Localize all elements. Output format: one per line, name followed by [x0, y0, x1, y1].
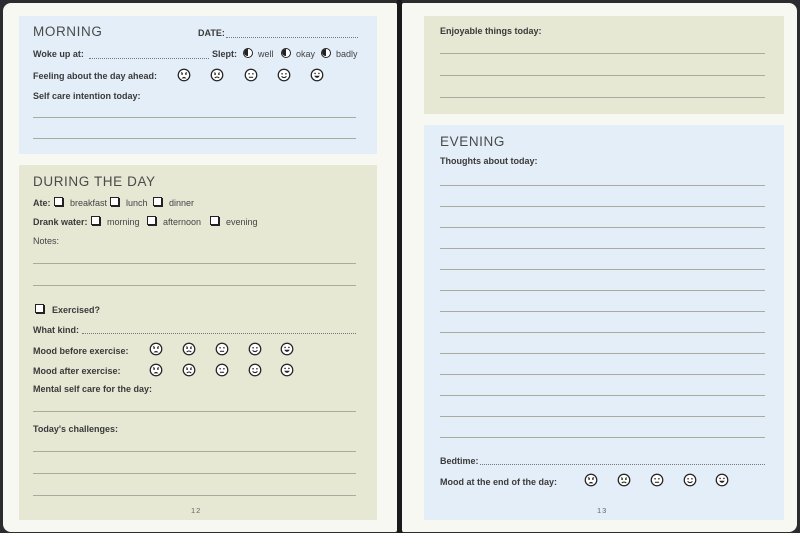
- bedtime-field[interactable]: [480, 464, 765, 465]
- water-morning-checkbox[interactable]: [91, 216, 100, 225]
- page-number: 13: [597, 506, 608, 515]
- writing-line[interactable]: [440, 374, 765, 375]
- writing-line[interactable]: [440, 269, 765, 270]
- what-kind-field[interactable]: [82, 333, 356, 334]
- lunch-checkbox[interactable]: [110, 197, 119, 206]
- very-sad-face-icon[interactable]: [177, 68, 191, 82]
- slept-badly-label: badly: [336, 49, 358, 59]
- neutral-face-icon[interactable]: [215, 363, 229, 377]
- water-afternoon-label: afternoon: [163, 217, 202, 227]
- writing-line[interactable]: [440, 311, 765, 312]
- writing-line[interactable]: [33, 263, 356, 264]
- slept-okay-radio[interactable]: [281, 48, 291, 58]
- during-day-panel: [19, 165, 377, 520]
- smile-face-icon[interactable]: [277, 68, 291, 82]
- challenges-label: Today's challenges:: [33, 424, 118, 434]
- neutral-face-icon[interactable]: [244, 68, 258, 82]
- date-label: DATE:: [198, 28, 225, 38]
- breakfast-label: breakfast: [70, 198, 108, 208]
- date-field[interactable]: [226, 37, 358, 38]
- slept-badly-radio[interactable]: [321, 48, 331, 58]
- writing-line[interactable]: [440, 53, 765, 54]
- writing-line[interactable]: [440, 75, 765, 76]
- mental-self-care-label: Mental self care for the day:: [33, 384, 153, 394]
- thoughts-label: Thoughts about today:: [440, 156, 538, 166]
- slept-well-label: well: [258, 49, 274, 59]
- notes-label: Notes:: [33, 236, 60, 246]
- during-day-heading: DURING THE DAY: [33, 174, 156, 189]
- smile-face-icon[interactable]: [248, 363, 262, 377]
- writing-line[interactable]: [440, 353, 765, 354]
- left-page: [3, 3, 397, 532]
- sad-face-icon[interactable]: [210, 68, 224, 82]
- bedtime-label: Bedtime:: [440, 456, 479, 466]
- right-page: [402, 3, 797, 532]
- writing-line[interactable]: [440, 332, 765, 333]
- enjoyable-label: Enjoyable things today:: [440, 26, 542, 36]
- slept-okay-label: okay: [296, 49, 316, 59]
- writing-line[interactable]: [440, 437, 765, 438]
- very-sad-face-icon[interactable]: [149, 342, 163, 356]
- morning-heading: MORNING: [33, 24, 103, 39]
- evening-panel: [424, 125, 784, 520]
- sad-face-icon[interactable]: [182, 342, 196, 356]
- exercised-checkbox[interactable]: [35, 304, 44, 313]
- water-morning-label: morning: [107, 217, 140, 227]
- mood-before-label: Mood before exercise:: [33, 346, 129, 356]
- dinner-label: dinner: [169, 198, 195, 208]
- smile-face-icon[interactable]: [683, 473, 697, 487]
- evening-heading: EVENING: [440, 134, 505, 149]
- writing-line[interactable]: [33, 285, 356, 286]
- page-number: 12: [191, 506, 202, 515]
- writing-line[interactable]: [33, 138, 356, 139]
- grin-face-icon[interactable]: [280, 342, 294, 356]
- lunch-label: lunch: [126, 198, 148, 208]
- mood-after-label: Mood after exercise:: [33, 366, 121, 376]
- sad-face-icon[interactable]: [182, 363, 196, 377]
- water-afternoon-checkbox[interactable]: [147, 216, 156, 225]
- exercised-label: Exercised?: [52, 305, 101, 315]
- self-care-label: Self care intention today:: [33, 91, 141, 101]
- writing-line[interactable]: [33, 473, 356, 474]
- drank-water-label: Drank water:: [33, 217, 88, 227]
- writing-line[interactable]: [440, 185, 765, 186]
- dinner-checkbox[interactable]: [153, 197, 162, 206]
- grin-face-icon[interactable]: [310, 68, 324, 82]
- writing-line[interactable]: [33, 411, 356, 412]
- grin-face-icon[interactable]: [280, 363, 294, 377]
- breakfast-checkbox[interactable]: [54, 197, 63, 206]
- very-sad-face-icon[interactable]: [584, 473, 598, 487]
- writing-line[interactable]: [33, 117, 356, 118]
- writing-line[interactable]: [33, 495, 356, 496]
- writing-line[interactable]: [440, 97, 765, 98]
- water-evening-checkbox[interactable]: [210, 216, 219, 225]
- writing-line[interactable]: [440, 227, 765, 228]
- water-evening-label: evening: [226, 217, 258, 227]
- slept-well-radio[interactable]: [243, 48, 253, 58]
- woke-up-field[interactable]: [89, 58, 209, 59]
- enjoyable-panel: [424, 16, 784, 114]
- neutral-face-icon[interactable]: [215, 342, 229, 356]
- feeling-label: Feeling about the day ahead:: [33, 71, 158, 81]
- what-kind-label: What kind:: [33, 325, 79, 335]
- slept-label: Slept:: [212, 49, 238, 59]
- grin-face-icon[interactable]: [715, 473, 729, 487]
- ate-label: Ate:: [33, 198, 51, 208]
- very-sad-face-icon[interactable]: [149, 363, 163, 377]
- writing-line[interactable]: [440, 416, 765, 417]
- sad-face-icon[interactable]: [617, 473, 631, 487]
- writing-line[interactable]: [440, 290, 765, 291]
- writing-line[interactable]: [440, 395, 765, 396]
- smile-face-icon[interactable]: [248, 342, 262, 356]
- writing-line[interactable]: [33, 451, 356, 452]
- mood-end-label: Mood at the end of the day:: [440, 477, 557, 487]
- woke-up-label: Woke up at:: [33, 49, 84, 59]
- writing-line[interactable]: [440, 206, 765, 207]
- morning-panel: [19, 16, 377, 154]
- writing-line[interactable]: [440, 248, 765, 249]
- neutral-face-icon[interactable]: [650, 473, 664, 487]
